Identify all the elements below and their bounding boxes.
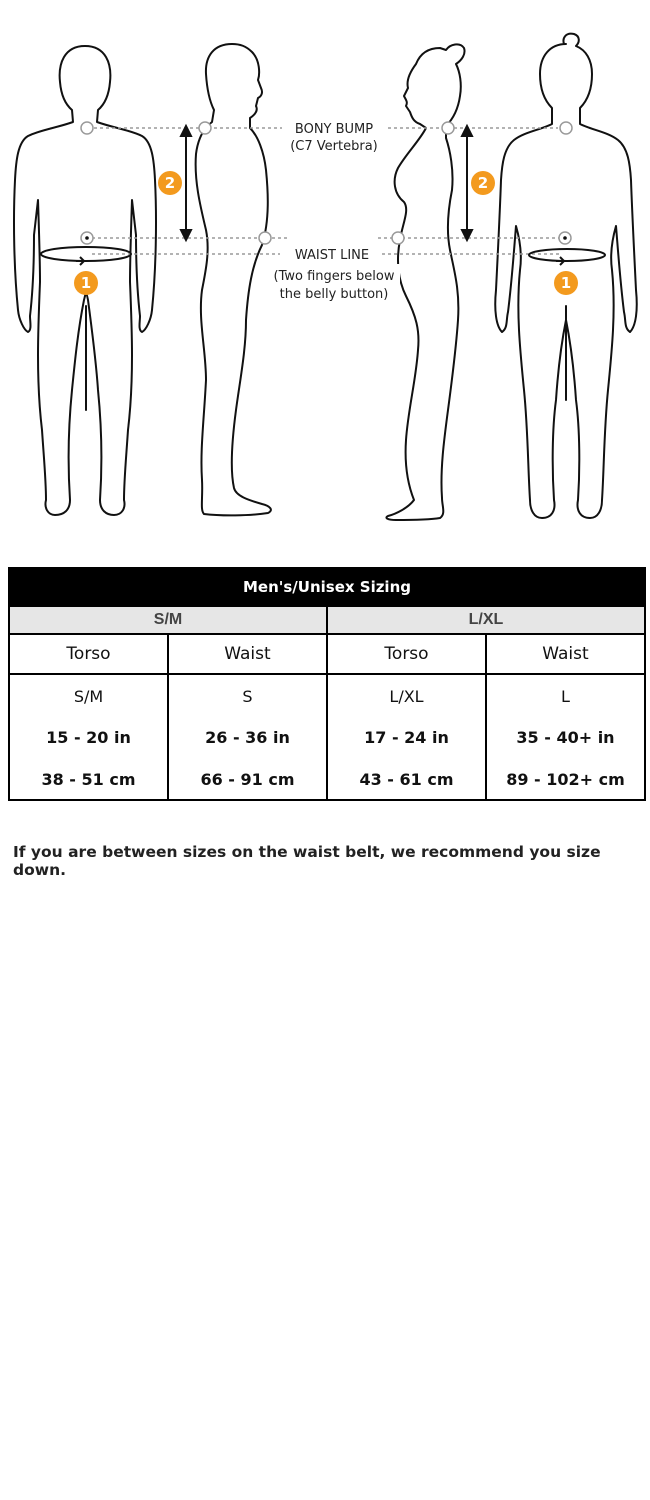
torso-length-arrow-right [462,126,472,240]
svg-text:1: 1 [560,274,572,292]
badge-waist-right [554,271,578,295]
col-header-waist-sm: Waist [168,634,327,674]
c7-marker-man-front [81,122,93,134]
measurement-diagram [0,30,650,530]
group-header-l-xl: L/XL [327,606,645,634]
waist-belt-woman [529,249,605,261]
label-c7-vertebra: (C7 Vertebra) [290,139,378,154]
cm-range: 89 - 102+ cm [506,770,625,789]
size-label: L/XL [389,687,424,706]
inch-range: 15 - 20 in [46,728,131,747]
cell-torso-sm [9,674,168,800]
table-title: Men's/Unisex Sizing [9,568,645,606]
cell-waist-lxl [486,674,645,800]
inch-range: 26 - 36 in [205,728,290,747]
inch-range: 17 - 24 in [364,728,449,747]
size-label: L [561,687,570,706]
group-header-s-m: S/M [9,606,327,634]
svg-text:1: 1 [80,274,92,292]
cell-waist-sm [168,674,327,800]
svg-text:2: 2 [164,174,176,192]
size-label: S/M [73,687,104,706]
inch-range: 35 - 40+ in [516,728,615,747]
torso-length-arrow-left [181,126,191,240]
cm-range: 38 - 51 cm [41,770,136,789]
sizing-table [8,567,646,801]
col-header-waist-lxl: Waist [486,634,645,674]
c7-marker-woman-front [560,122,572,134]
cm-range: 66 - 91 cm [200,770,295,789]
label-bony-bump: BONY BUMP [294,122,374,137]
waist-marker-man-side [259,232,271,244]
man-side-figure [196,44,271,515]
waist-arrow-man [76,257,84,265]
cell-torso-lxl [327,674,486,800]
sizing-note: If you are between sizes on the waist belt, we recommend you size down. [13,843,601,879]
badge-torso-left [158,171,182,195]
label-waist-line: WAIST LINE [294,248,370,263]
badge-waist-left [74,271,98,295]
c7-marker-woman-side [442,122,454,134]
cm-range: 43 - 61 cm [359,770,454,789]
waist-marker-woman-side [392,232,404,244]
c7-marker-man-side [199,122,211,134]
size-label: S [242,687,253,706]
label-two-fingers: (Two fingers below [273,269,395,284]
svg-text:2: 2 [477,174,489,192]
badge-torso-right [471,171,495,195]
col-header-torso-sm: Torso [9,634,168,674]
label-belly-button: the belly button) [279,287,389,302]
col-header-torso-lxl: Torso [327,634,486,674]
waist-arrow-woman [556,257,564,265]
